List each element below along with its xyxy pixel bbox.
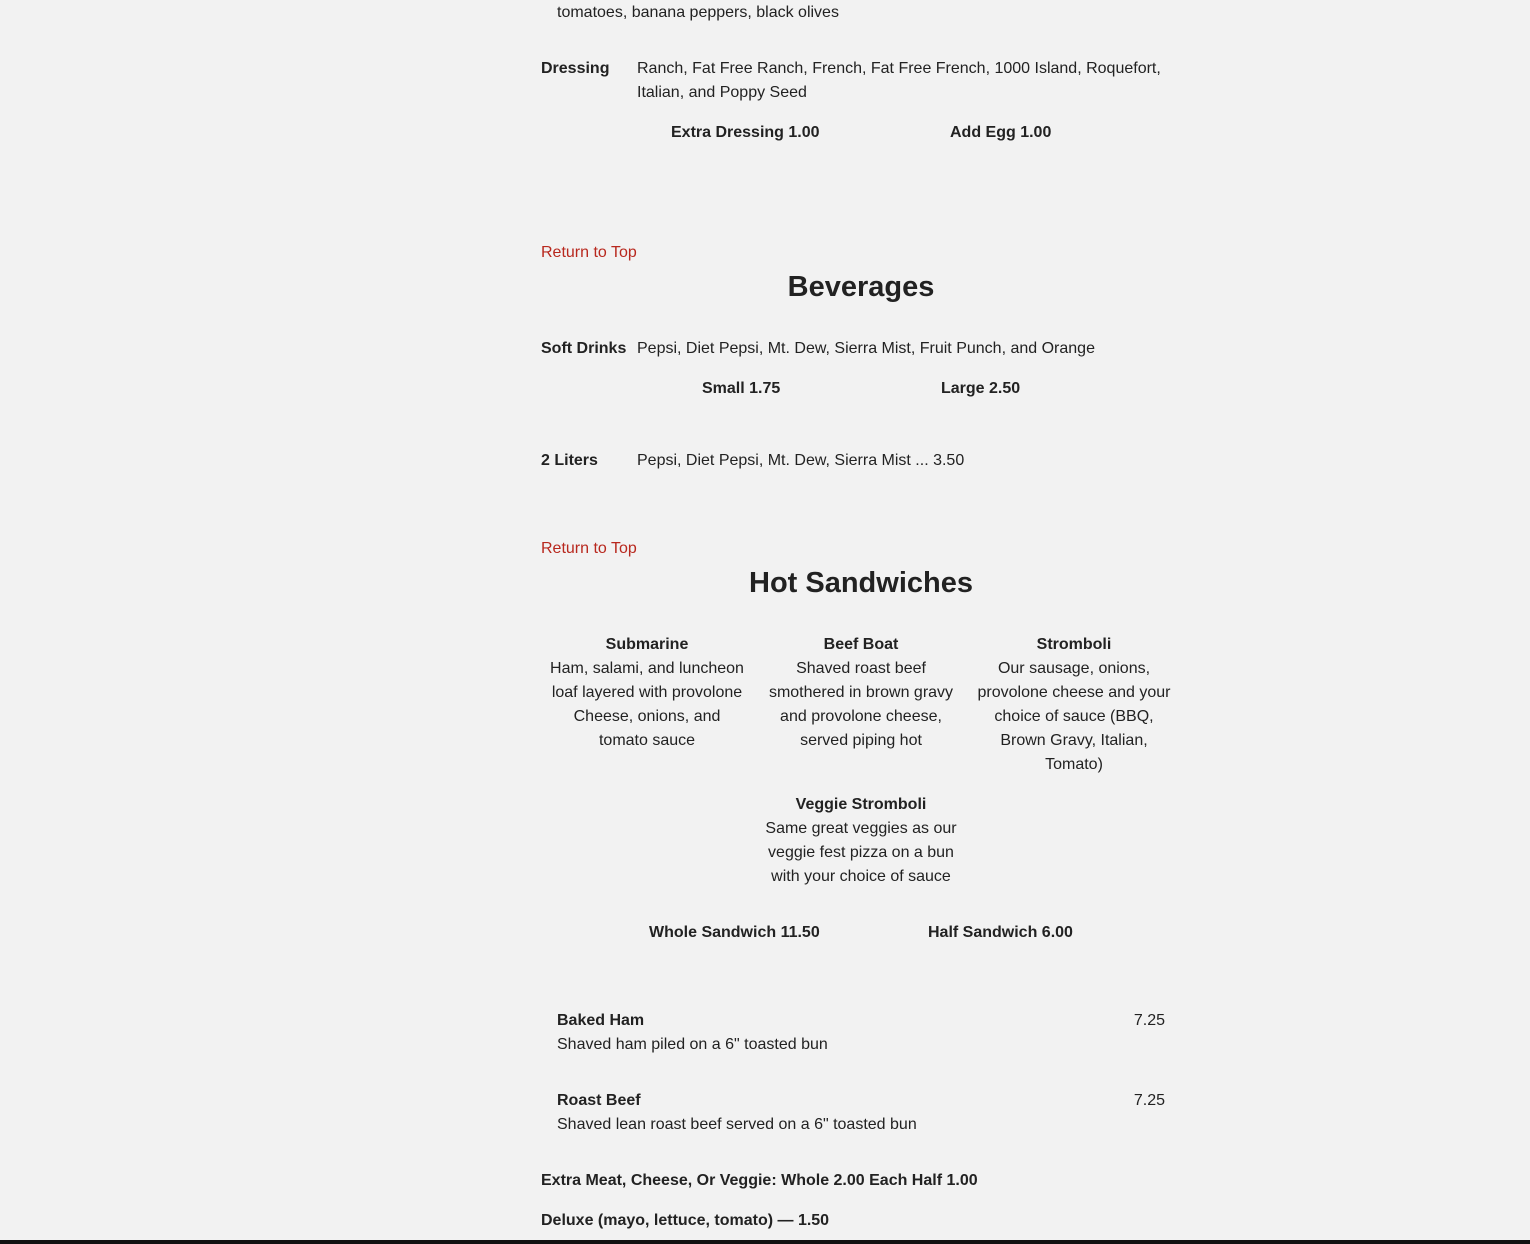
salad-toppings-line: tomatoes, banana peppers, black olives [557,4,839,21]
sandwich-desc-line: Cheese, onions, and [573,708,721,725]
sandwich-desc-line: Tomato) [1045,756,1103,773]
dressing-label: Dressing [541,60,610,77]
menu-item-desc: Shaved ham piled on a 6" toasted bun [557,1036,828,1053]
sandwich-name: Beef Boat [823,636,899,653]
return-to-top-link[interactable]: Return to Top [541,244,637,261]
two-liters-list: Pepsi, Diet Pepsi, Mt. Dew, Sierra Mist ... 3.50 [637,452,965,469]
return-to-top-link[interactable]: Return to Top [541,540,637,557]
deluxe-note: Deluxe (mayo, lettuce, tomato) — 1.50 [541,1212,830,1229]
sandwich-desc-line: with your choice of sauce [771,868,951,885]
sandwich-desc-line: choice of sauce (BBQ, [994,708,1154,725]
soft-drink-small-price: Small 1.75 [702,380,781,397]
beverages-heading: Beverages [787,271,935,303]
menu-item-name: Baked Ham [557,1012,645,1029]
sandwich-desc-line: and provolone cheese, [780,708,942,725]
dressing-options-line2: Italian, and Poppy Seed [637,84,807,101]
sandwich-desc-line: veggie fest pizza on a bun [768,844,954,861]
soft-drink-large-price: Large 2.50 [941,380,1021,397]
sandwich-desc-line: smothered in brown gravy [768,684,954,701]
sandwich-desc-line: loaf layered with provolone [551,684,743,701]
menu-item-name: Roast Beef [557,1092,641,1109]
two-liters-label: 2 Liters [541,452,598,469]
sandwich-name: Veggie Stromboli [795,796,927,813]
sandwich-desc-line: served piping hot [800,732,922,749]
half-sandwich-price: Half Sandwich 6.00 [928,924,1073,941]
dressing-options-line1: Ranch, Fat Free Ranch, French, Fat Free French, 1000 Island, Roquefort, [637,60,1161,77]
add-egg-price: Add Egg 1.00 [950,124,1052,141]
sandwich-desc-line: tomato sauce [598,732,696,749]
menu-item-price: 7.25 [1133,1012,1165,1029]
bottom-border [0,1240,1530,1244]
menu-item-baked-ham [557,1009,1165,1057]
sandwich-desc-line: Ham, salami, and luncheon [550,660,744,677]
hot-sandwiches-heading: Hot Sandwiches [749,567,973,599]
soft-drinks-list: Pepsi, Diet Pepsi, Mt. Dew, Sierra Mist, Fruit Punch, and Orange [637,340,1095,357]
extra-meat-note: Extra Meat, Cheese, Or Veggie: Whole 2.00 Each Half 1.00 [541,1172,978,1189]
extra-dressing-price: Extra Dressing 1.00 [671,124,820,141]
sandwich-desc-line: provolone cheese and your [977,684,1171,701]
sandwich-name: Submarine [605,636,689,653]
sandwich-desc-line: Brown Gravy, Italian, [1000,732,1148,749]
menu-item-desc: Shaved lean roast beef served on a 6" toasted bun [557,1116,917,1133]
dressing-options [637,57,1197,105]
sandwich-desc-line: Our sausage, onions, [997,660,1151,677]
sandwich-card-submarine [547,633,747,753]
menu-item-roast-beef [557,1089,1165,1137]
sandwich-card-veggie-stromboli [761,793,961,889]
sandwich-desc-line: Same great veggies as our [765,820,957,837]
whole-sandwich-price: Whole Sandwich 11.50 [649,924,820,941]
sandwich-name: Stromboli [1036,636,1112,653]
menu-item-price: 7.25 [1133,1092,1165,1109]
sandwich-card-beef-boat [761,633,961,753]
sandwich-card-stromboli [974,633,1174,777]
sandwich-desc-line: Shaved roast beef [796,660,926,677]
soft-drinks-label: Soft Drinks [541,340,627,357]
